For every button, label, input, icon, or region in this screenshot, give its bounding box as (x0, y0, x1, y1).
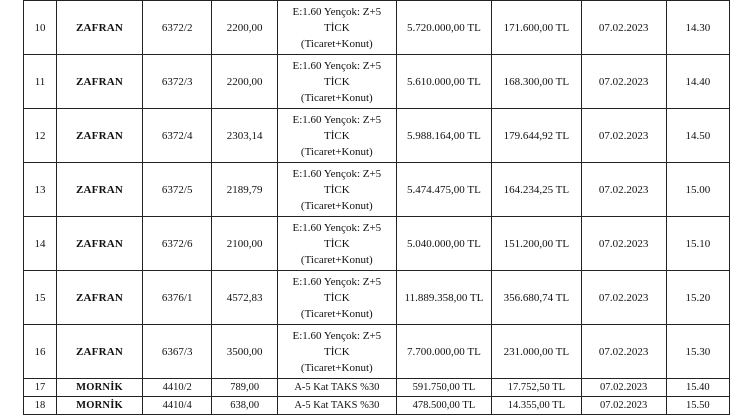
zoning-line: (Ticaret+Konut) (300, 91, 373, 104)
parcel-cell: 6376/1 (143, 271, 212, 325)
row-number: 17 (24, 379, 57, 397)
zoning-line: E:1.60 Yençok: Z+5 (292, 221, 382, 234)
deposit-cell: 17.752,50 TL (492, 379, 581, 397)
zoning-cell (277, 397, 396, 415)
parcel-cell: 6372/4 (143, 109, 212, 163)
row-number: 18 (24, 397, 57, 415)
region-cell: ZAFRAN (56, 217, 142, 271)
deposit-cell: 164.234,25 TL (492, 163, 581, 217)
table-row (24, 325, 730, 379)
date-cell: 07.02.2023 (581, 109, 666, 163)
time-cell: 15.50 (666, 397, 729, 415)
area-cell: 638,00 (212, 397, 278, 415)
price-cell: 7.700.000,00 TL (396, 325, 492, 379)
zoning-cell (277, 379, 396, 397)
date-cell: 07.02.2023 (581, 271, 666, 325)
row-number: 14 (24, 217, 57, 271)
area-cell: 2100,00 (212, 217, 278, 271)
deposit-cell: 14.355,00 TL (492, 397, 581, 415)
zoning-line: (Ticaret+Konut) (300, 253, 373, 266)
zoning-cell (277, 1, 396, 55)
time-cell: 15.40 (666, 379, 729, 397)
price-cell: 11.889.358,00 TL (396, 271, 492, 325)
parcel-cell: 6367/3 (143, 325, 212, 379)
zoning-line: (Ticaret+Konut) (300, 37, 373, 50)
deposit-cell: 179.644,92 TL (492, 109, 581, 163)
zoning-line: TİCK (323, 291, 350, 304)
date-cell: 07.02.2023 (581, 379, 666, 397)
date-cell: 07.02.2023 (581, 55, 666, 109)
zoning-line: E:1.60 Yençok: Z+5 (292, 275, 382, 288)
price-cell: 5.040.000,00 TL (396, 217, 492, 271)
area-cell: 3500,00 (212, 325, 278, 379)
deposit-cell: 151.200,00 TL (492, 217, 581, 271)
region-cell: ZAFRAN (56, 109, 142, 163)
parcel-cell: 4410/4 (143, 397, 212, 415)
region-cell: ZAFRAN (56, 271, 142, 325)
region-cell: MORNİK (56, 379, 142, 397)
zoning-line: A-5 Kat TAKS %30 (294, 381, 380, 393)
table-row (24, 1, 730, 55)
area-cell: 2200,00 (212, 55, 278, 109)
price-cell: 5.720.000,00 TL (396, 1, 492, 55)
zoning-line: TİCK (323, 129, 350, 142)
time-cell: 15.30 (666, 325, 729, 379)
zoning-line: TİCK (323, 237, 350, 250)
date-cell: 07.02.2023 (581, 325, 666, 379)
deposit-cell: 168.300,00 TL (492, 55, 581, 109)
table-row (24, 55, 730, 109)
zoning-line: E:1.60 Yençok: Z+5 (292, 113, 382, 126)
area-cell: 4572,83 (212, 271, 278, 325)
zoning-line: E:1.60 Yençok: Z+5 (292, 5, 382, 18)
parcel-cell: 6372/5 (143, 163, 212, 217)
region-cell: ZAFRAN (56, 55, 142, 109)
row-number: 10 (24, 1, 57, 55)
zoning-line: A-5 Kat TAKS %30 (294, 399, 380, 411)
deposit-cell: 356.680,74 TL (492, 271, 581, 325)
zoning-line: E:1.60 Yençok: Z+5 (292, 59, 382, 72)
table-row (24, 163, 730, 217)
zoning-cell (277, 55, 396, 109)
price-cell: 478.500,00 TL (396, 397, 492, 415)
zoning-line: (Ticaret+Konut) (300, 199, 373, 212)
zoning-cell (277, 217, 396, 271)
time-cell: 15.10 (666, 217, 729, 271)
area-cell: 2189,79 (212, 163, 278, 217)
area-cell: 2303,14 (212, 109, 278, 163)
parcel-cell: 4410/2 (143, 379, 212, 397)
time-cell: 15.00 (666, 163, 729, 217)
zoning-line: TİCK (323, 345, 350, 358)
deposit-cell: 171.600,00 TL (492, 1, 581, 55)
parcel-cell: 6372/6 (143, 217, 212, 271)
date-cell: 07.02.2023 (581, 217, 666, 271)
time-cell: 14.40 (666, 55, 729, 109)
table-row (24, 271, 730, 325)
zoning-cell (277, 163, 396, 217)
zoning-cell (277, 325, 396, 379)
price-cell: 5.988.164,00 TL (396, 109, 492, 163)
table-row (24, 397, 730, 415)
zoning-line: TİCK (323, 75, 350, 88)
parcel-cell: 6372/2 (143, 1, 212, 55)
zoning-line: (Ticaret+Konut) (300, 145, 373, 158)
price-cell: 5.610.000,00 TL (396, 55, 492, 109)
row-number: 13 (24, 163, 57, 217)
row-number: 12 (24, 109, 57, 163)
price-cell: 591.750,00 TL (396, 379, 492, 397)
zoning-line: TİCK (323, 183, 350, 196)
zoning-line: (Ticaret+Konut) (300, 361, 373, 374)
row-number: 15 (24, 271, 57, 325)
region-cell: ZAFRAN (56, 325, 142, 379)
date-cell: 07.02.2023 (581, 163, 666, 217)
area-cell: 789,00 (212, 379, 278, 397)
table-row (24, 379, 730, 397)
deposit-cell: 231.000,00 TL (492, 325, 581, 379)
date-cell: 07.02.2023 (581, 397, 666, 415)
zoning-cell (277, 109, 396, 163)
table-row (24, 217, 730, 271)
row-number: 11 (24, 55, 57, 109)
zoning-cell (277, 271, 396, 325)
zoning-line: E:1.60 Yençok: Z+5 (292, 329, 382, 342)
price-cell: 5.474.475,00 TL (396, 163, 492, 217)
time-cell: 15.20 (666, 271, 729, 325)
area-cell: 2200,00 (212, 1, 278, 55)
zoning-line: TİCK (323, 21, 350, 34)
time-cell: 14.50 (666, 109, 729, 163)
time-cell: 14.30 (666, 1, 729, 55)
zoning-line: (Ticaret+Konut) (300, 307, 373, 320)
tender-table (23, 0, 730, 415)
zoning-line: E:1.60 Yençok: Z+5 (292, 167, 382, 180)
region-cell: ZAFRAN (56, 163, 142, 217)
row-number: 16 (24, 325, 57, 379)
table-row (24, 109, 730, 163)
region-cell: ZAFRAN (56, 1, 142, 55)
region-cell: MORNİK (56, 397, 142, 415)
parcel-cell: 6372/3 (143, 55, 212, 109)
date-cell: 07.02.2023 (581, 1, 666, 55)
